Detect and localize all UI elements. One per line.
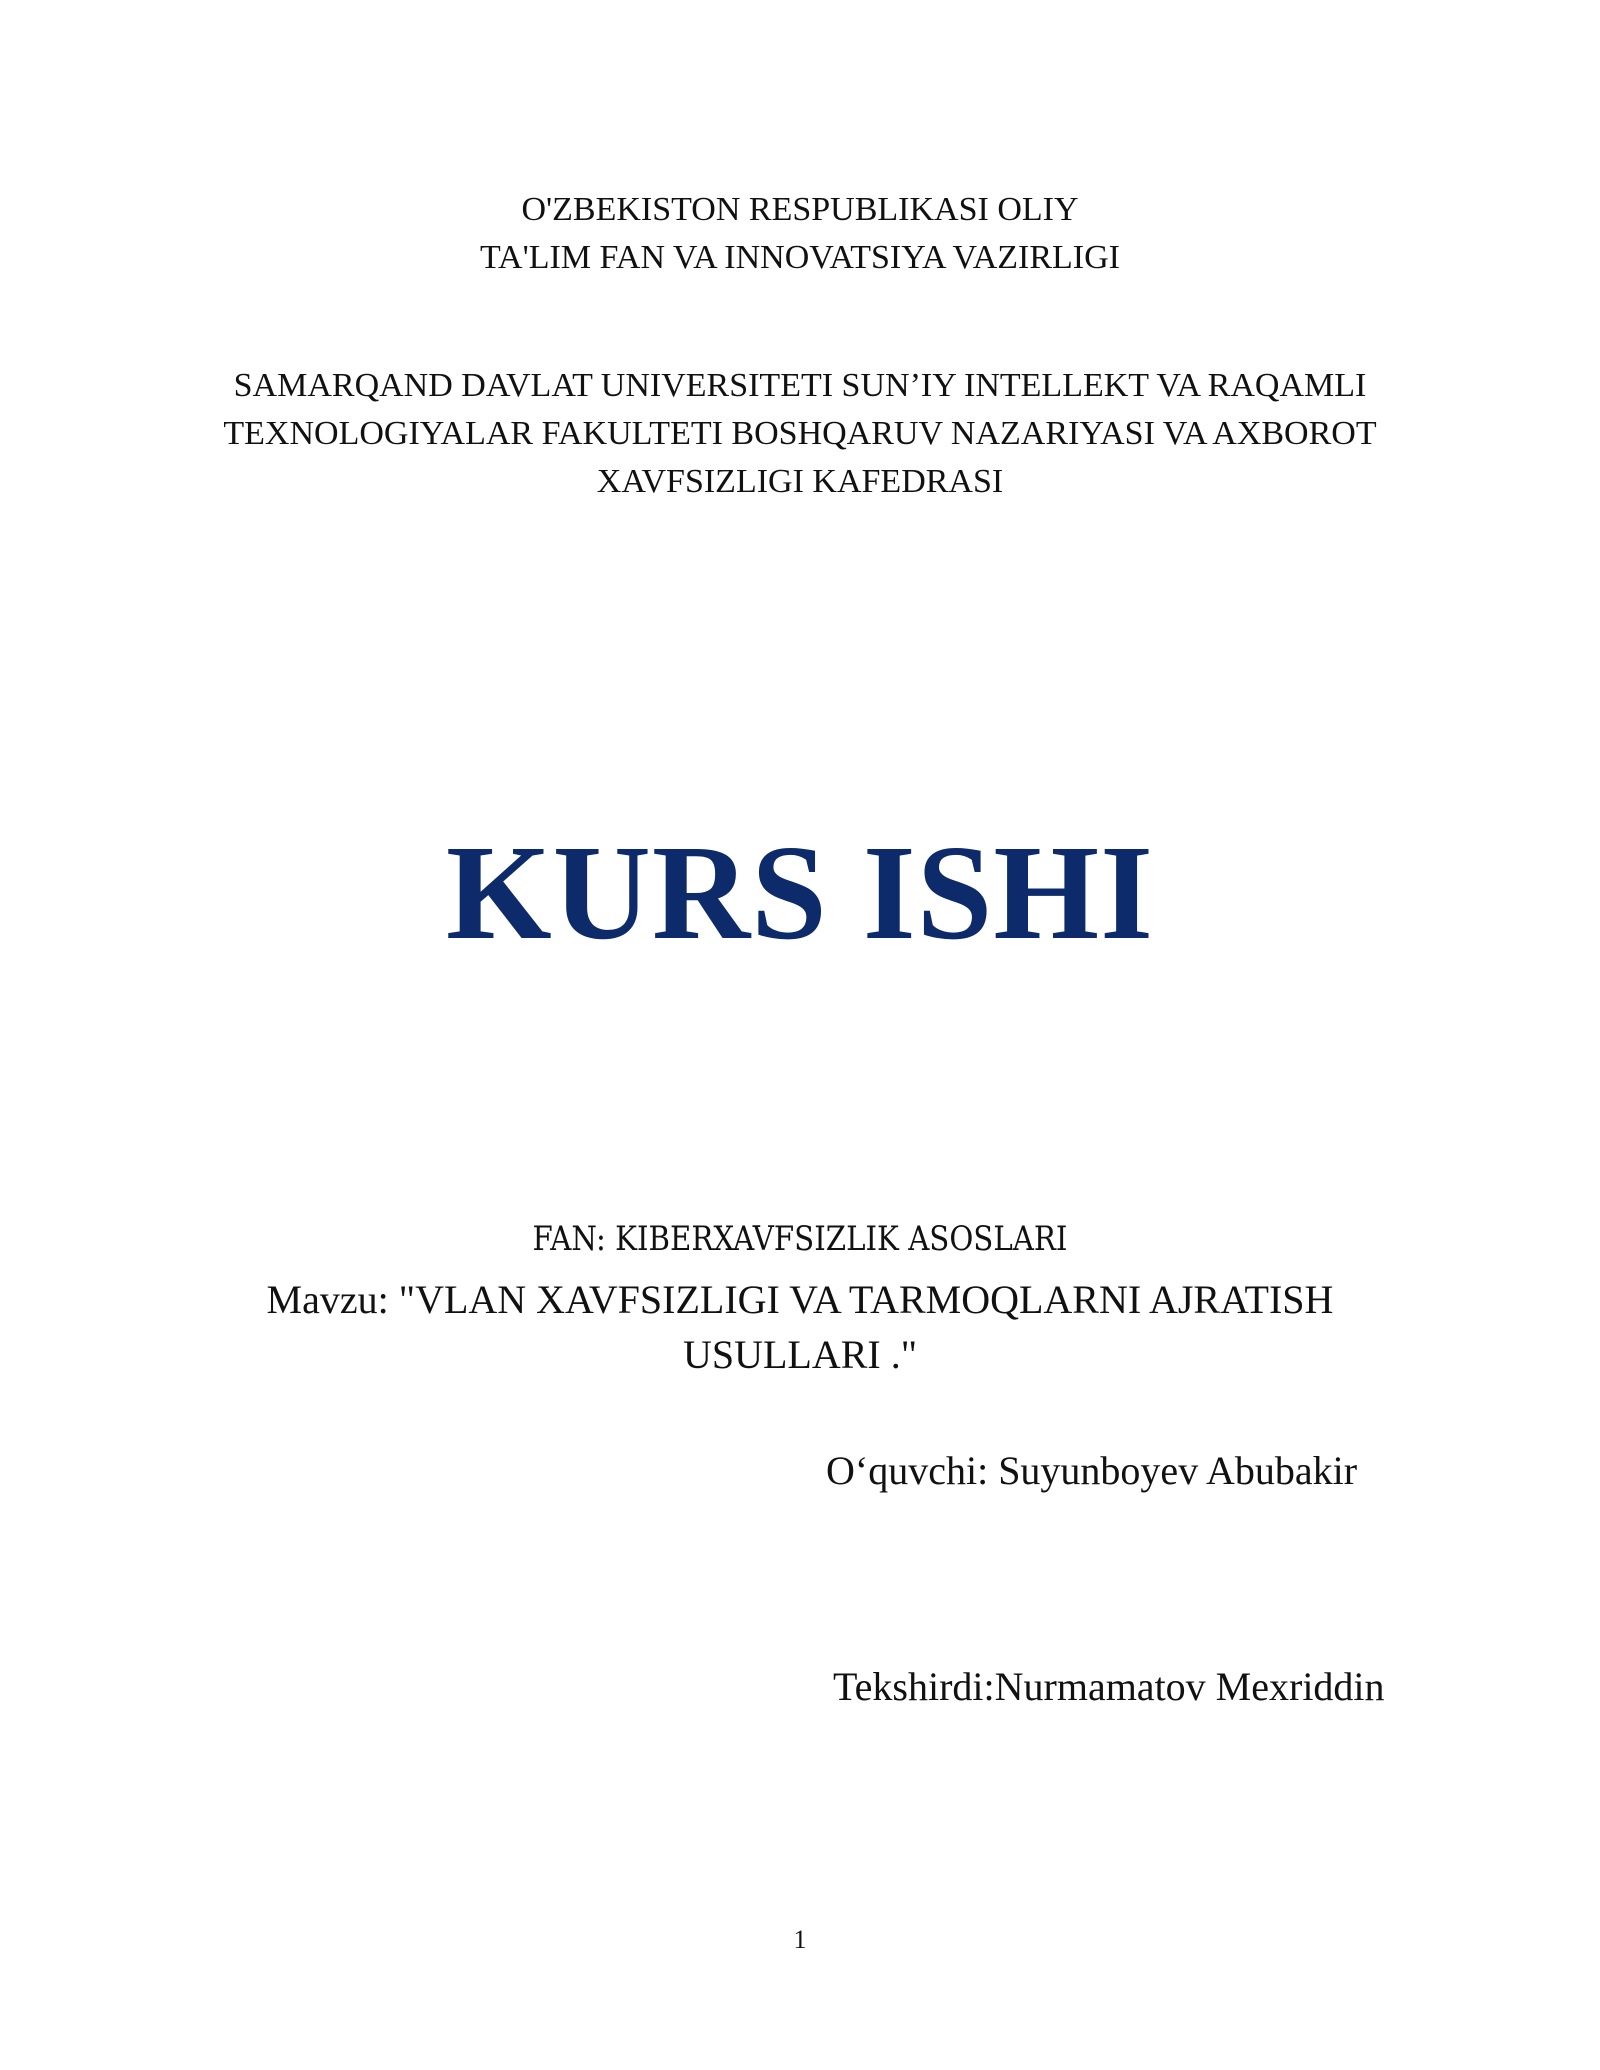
subject-line: FAN: KIBERXAVFSIZLIK ASOSLARI <box>532 1219 1068 1259</box>
document-title: KURS ISHI <box>445 818 1155 968</box>
university-line-2: TEXNOLOGIYALAR FAKULTETI BOSHQARUV NAZARIYASI VA AXBOROT <box>223 415 1377 452</box>
topic-line-1: Mavzu: "VLAN XAVFSIZLIGI VA TARMOQLARNI AJRATISH <box>266 1277 1334 1322</box>
ministry-line-1: O'ZBEKISTON RESPUBLIKASI OLIY <box>521 191 1079 228</box>
reviewer-name: Tekshirdi:Nurmamatov Mexriddin <box>833 1664 1385 1709</box>
university-line-3: XAVFSIZLIGI KAFEDRASI <box>596 463 1004 500</box>
student-name: O‘quvchi: Suyunboyev Abubakir <box>826 1448 1358 1493</box>
university-line-1: SAMARQAND DAVLAT UNIVERSITETI SUN’IY INTELLEKT VA RAQAMLI <box>233 367 1367 404</box>
topic-line-2: USULLARI ." <box>682 1332 918 1377</box>
ministry-line-2: TA'LIM FAN VA INNOVATSIYA VAZIRLIGI <box>479 239 1121 276</box>
page-number: 1 <box>793 1925 807 1954</box>
